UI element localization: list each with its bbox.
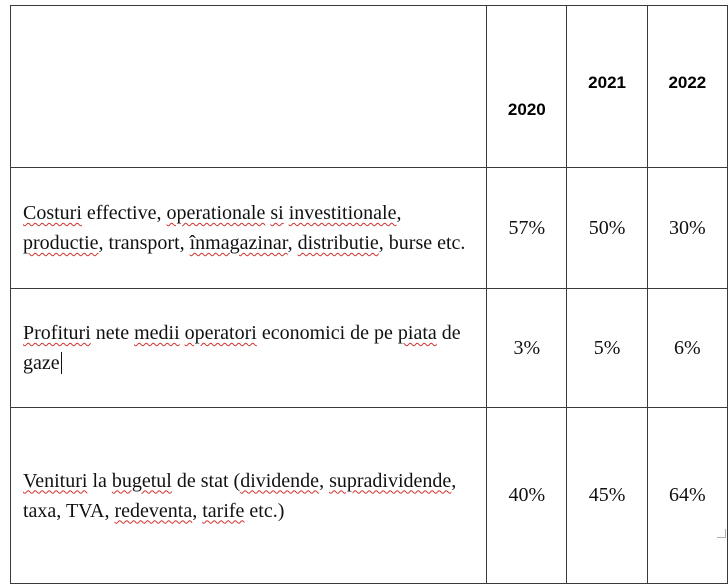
flagged-word: investitionale [288, 202, 397, 224]
header-year-2021: 2021 [567, 6, 647, 168]
table-header-row [11, 6, 728, 168]
flagged-word: productie [23, 232, 99, 254]
label-text: economici de pe [256, 322, 398, 344]
header-year-2020: 2020 [487, 6, 567, 168]
label-text: de [436, 322, 461, 344]
row-label-costuri[interactable] [11, 168, 487, 289]
label-text: de stat ( [171, 469, 241, 492]
flagged-word: piata [397, 322, 437, 344]
label-text: nete [90, 322, 135, 344]
flagged-word: medii [134, 322, 180, 344]
flagged-word: dividende [240, 469, 320, 492]
value-cell-2021: 50% [567, 168, 647, 289]
flagged-word: supradividende [329, 469, 452, 492]
flagged-word: operationale [166, 202, 266, 224]
flagged-word: bugetul [111, 469, 172, 492]
value-cell-2022: 64% [647, 408, 727, 584]
flagged-word: redeventa [114, 499, 193, 522]
text-cursor [60, 352, 62, 374]
header-year-2022: 2022 [647, 6, 727, 168]
value-cell-2020: 3% [487, 289, 567, 408]
label-text: , [319, 469, 330, 492]
label-text: etc.) [244, 499, 285, 522]
value-cell-2022: 30% [647, 168, 727, 289]
flagged-word: distributie [297, 232, 379, 254]
flagged-word: înmagazinar [189, 232, 288, 254]
label-text: , [192, 499, 203, 522]
flagged-word: operatori [184, 322, 257, 344]
row-label-profituri[interactable] [11, 289, 487, 408]
label-text: taxa, TVA, [23, 499, 115, 522]
table-row [11, 289, 728, 408]
page-corner-mark [717, 529, 726, 538]
label-text: , [451, 469, 457, 492]
flagged-word: si [270, 202, 284, 224]
flagged-word: tarife [202, 499, 245, 522]
label-text: , [396, 202, 402, 224]
flagged-word: Venituri [23, 469, 88, 492]
flagged-word: Costuri [23, 202, 82, 224]
label-text: effective, [81, 202, 167, 224]
value-cell-2020: 40% [487, 408, 567, 584]
label-text: , [287, 232, 298, 254]
label-text: , transport, [98, 232, 190, 254]
value-cell-2021: 45% [567, 408, 647, 584]
value-cell-2020: 57% [487, 168, 567, 289]
flagged-word: Profituri [23, 322, 91, 344]
header-empty-cell [11, 6, 487, 168]
label-text: la [87, 469, 112, 492]
row-label-venituri[interactable] [11, 408, 487, 584]
data-table [10, 5, 728, 584]
table-row [11, 168, 728, 289]
label-text: gaze [23, 352, 60, 374]
table-row [11, 408, 728, 584]
value-cell-2022: 6% [647, 289, 727, 408]
label-text: , burse etc. [378, 232, 466, 254]
value-cell-2021: 5% [567, 289, 647, 408]
